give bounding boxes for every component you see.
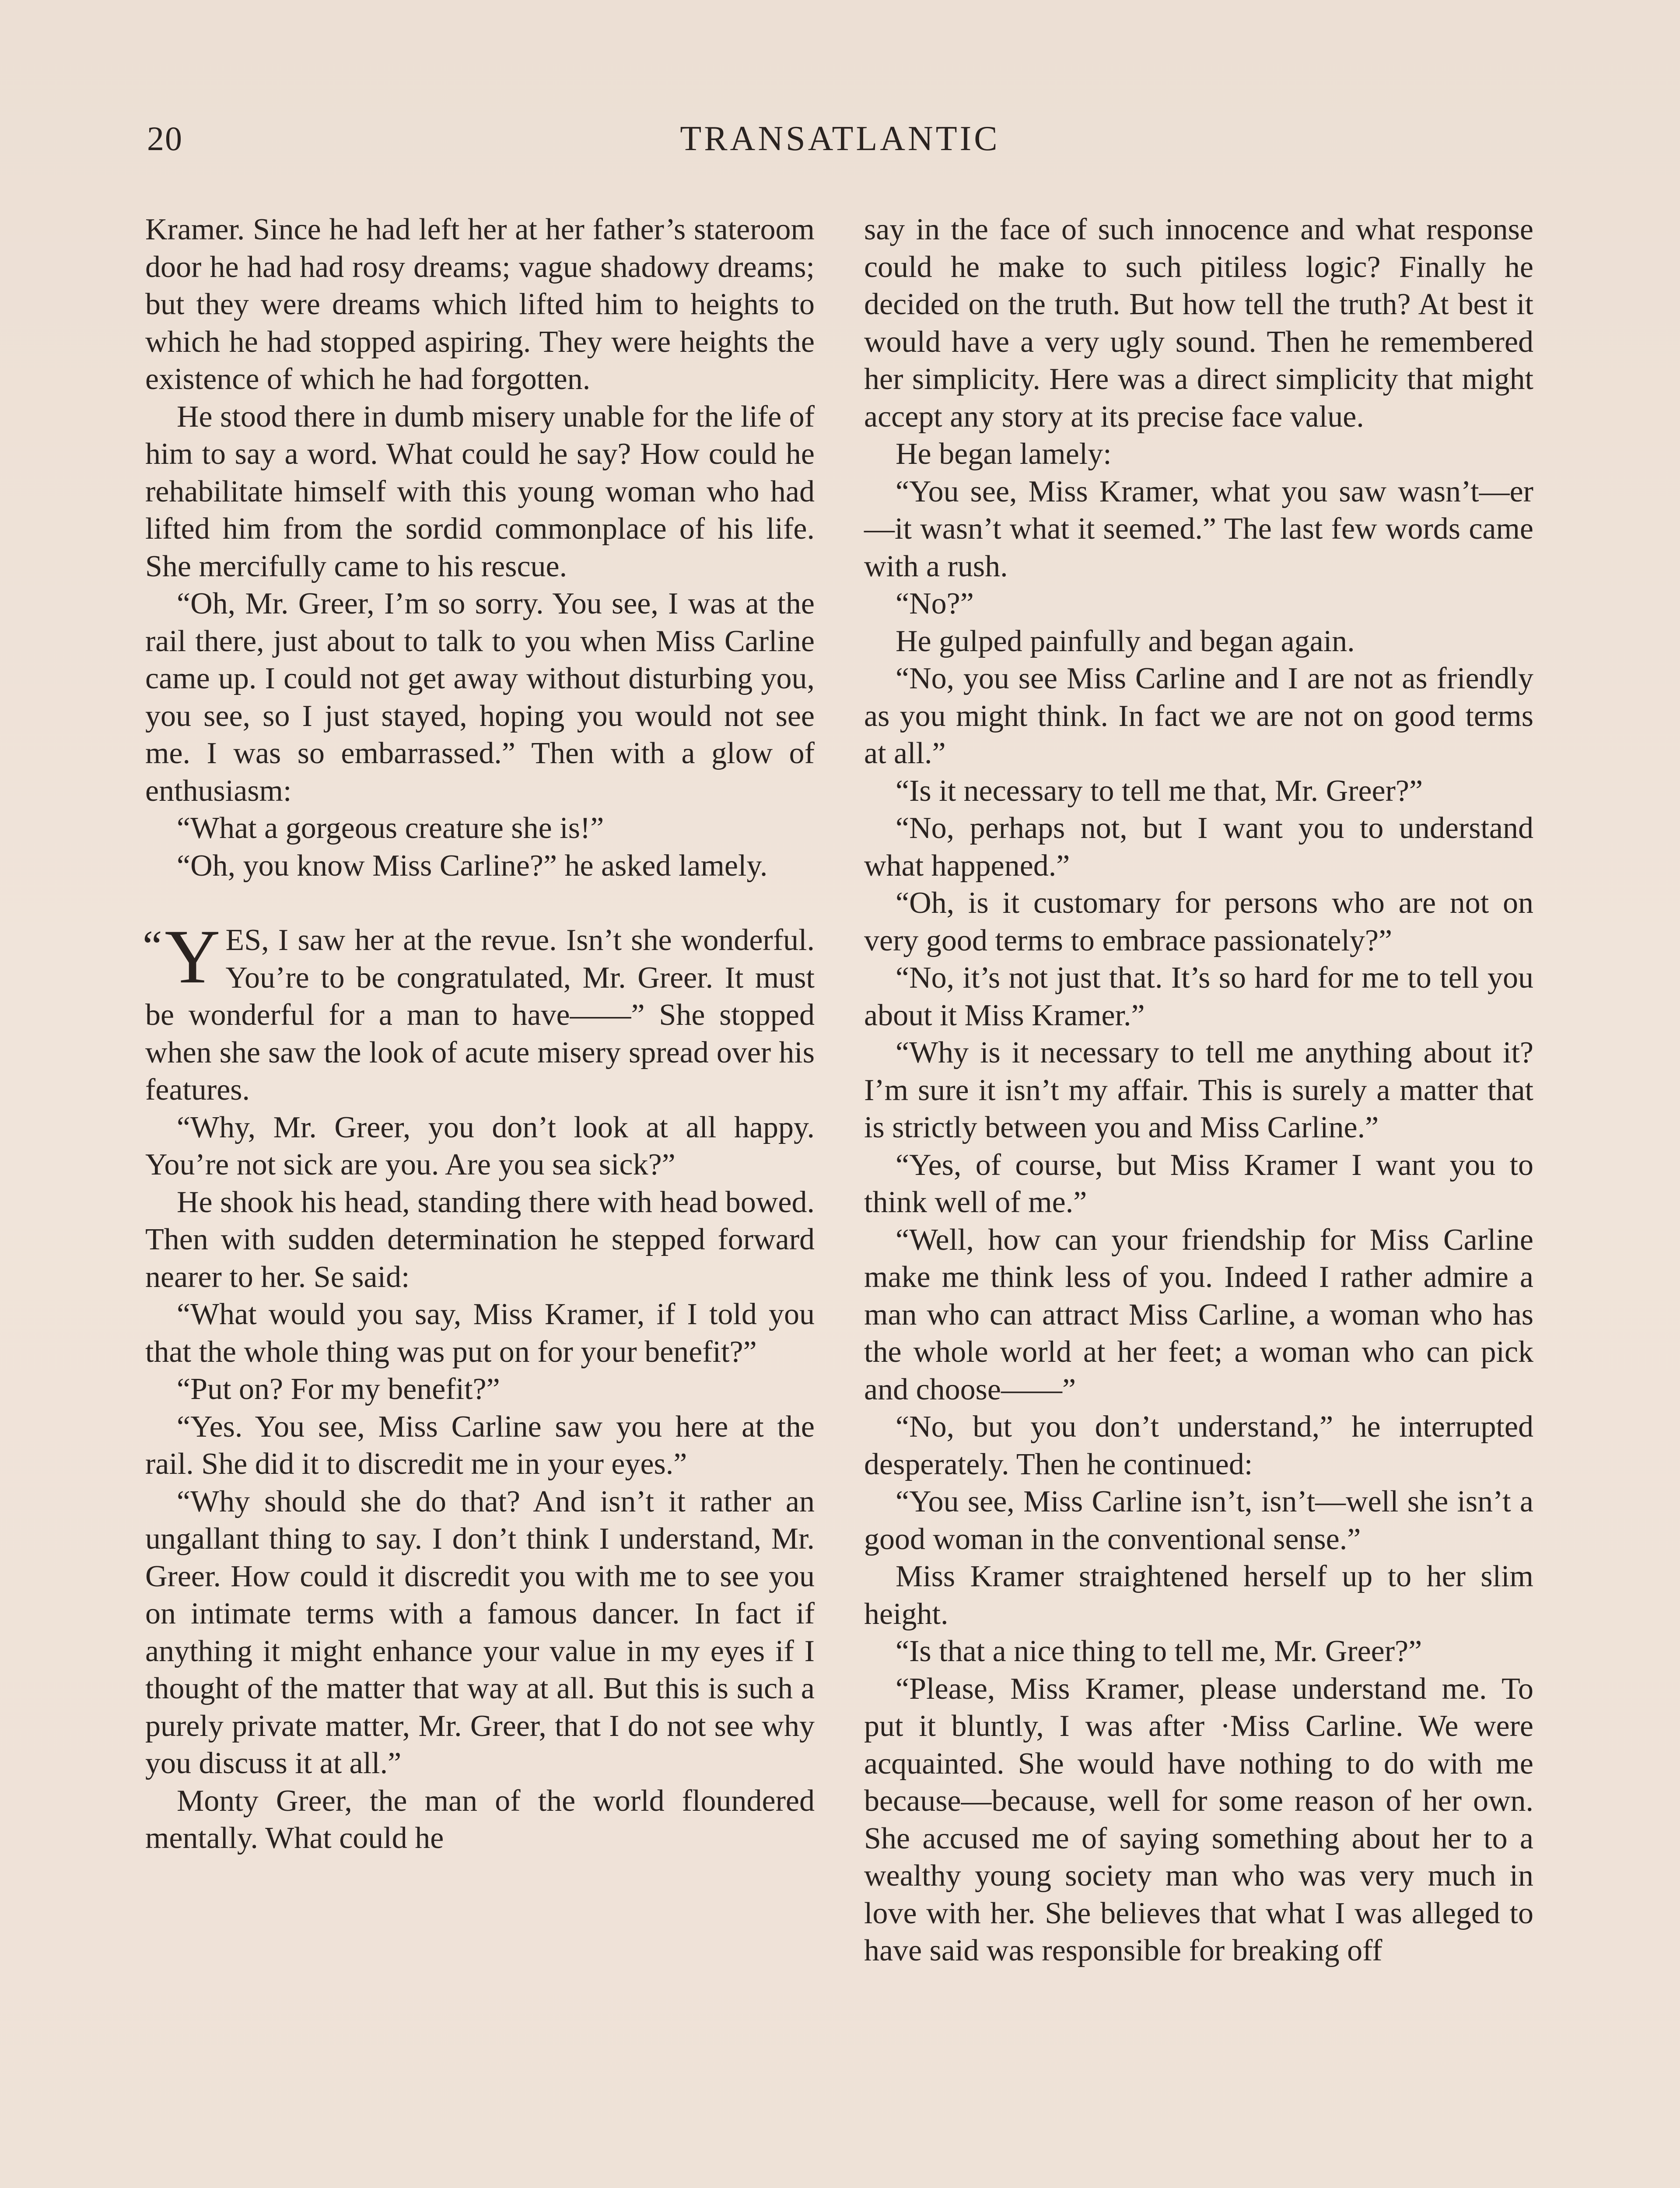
paragraph: “What would you say, Miss Kramer, if I told you that the whole thing was put on for your benefit?” (145, 1297, 815, 1369)
paragraph: “You see, Miss Carline isn’t, isn’t—well she isn’t a good woman in the conventional sense.” (864, 1485, 1533, 1556)
paragraph: “Why should she do that? And isn’t it rather an ungallant thing to say. I don’t think I understand, Mr. Greer. How could it discredit you with me to see you on intimate terms with a famous dancer. In fact if anything it might enhance your value in my eyes if I thought of the matter that way at all. But this is such a purely private matter, Mr. Greer, that I do not see why you discuss it at all.” (145, 1484, 815, 1780)
paragraph: “Please, Miss Kramer, please understand me. To put it bluntly, I was after ·Miss Carline. We were acquainted. She would have nothing to do with me because—because, well for some reason of her own. She accused me of saying something about her to a wealthy young society man who was very much in love with her. She believes that what I was alleged to have said was responsible for breaking off (864, 1672, 1533, 1967)
paragraph: “Is that a nice thing to tell me, Mr. Greer?” (896, 1634, 1422, 1668)
paragraph: “Oh, is it customary for persons who are not on very good terms to embrace passionately?” (864, 886, 1533, 957)
continued-paragraph: Kramer. Since he had left her at her father’s stateroom door he had had rosy dreams; vague shadowy dreams; but they were dreams which lifted him to heights to which he had stopped aspiring. They were heights the existence of which he had forgotten. (145, 213, 815, 396)
paragraph: “What a gorgeous creature she is!” (177, 811, 604, 845)
paragraph: Miss Kramer straightened herself up to her slim height. (864, 1560, 1533, 1631)
continued-paragraph: say in the face of such innocence and what response could he make to such pitiless logic? Finally he decided on the truth. But how tell the truth? At best it would have a very ugly sound. Then he remembered her simplicity. Here was a direct simplicity that might accept any story at its precise face value. (864, 213, 1533, 434)
left-text-column (145, 211, 815, 1857)
paragraph: “Well, how can your friendship for Miss Carline make me think less of you. Indeed I rather admire a man who can attract Miss Carline, a woman who has the whole world at her feet; a woman who can pick and choose——” (864, 1223, 1533, 1406)
drop-cap-quote: “ (143, 922, 163, 970)
paragraph: “Is it necessary to tell me that, Mr. Greer?” (896, 774, 1423, 808)
paragraph: “Oh, Mr. Greer, I’m so sorry. You see, I was at the rail there, just about to talk to you when Miss Carline came up. I could not get away without disturbing you, you see, so I just stayed, hoping you would not see me. I was so embarrassed.” Then with a glow of enthusiasm: (145, 587, 815, 808)
paragraph: “No, you see Miss Carline and I are not as friendly as you might think. In fact we are not on good terms at all.” (864, 662, 1533, 770)
page-header (147, 119, 1533, 167)
dropcap-paragraph (143, 914, 815, 1109)
paragraph: “No, but you don’t understand,” he interrupted desperately. Then he continued: (864, 1410, 1533, 1481)
paragraph: “Yes, of course, but Miss Kramer I want you to think well of me.” (864, 1148, 1533, 1219)
paragraph: “No, it’s not just that. It’s so hard for me to tell you about it Miss Kramer.” (864, 961, 1533, 1032)
drop-cap-letter: Y (164, 914, 221, 999)
paragraph: He began lamely: (896, 437, 1112, 471)
right-text-column (864, 211, 1533, 1970)
paragraph: “Oh, you know Miss Carline?” he asked lamely. (177, 849, 768, 883)
paragraph: “No, perhaps not, but I want you to understand what happened.” (864, 811, 1533, 883)
paragraph: “Yes. You see, Miss Carline saw you here at the rail. She did it to discredit me in your eyes.” (145, 1410, 815, 1481)
running-head: TRANSATLANTIC (680, 119, 1000, 158)
paragraph: “You see, Miss Kramer, what you saw wasn’t—er—it wasn’t what it seemed.” The last few words came with a rush. (864, 474, 1533, 583)
paragraph-text: ES, I saw her at the revue. Isn’t she wonderful. You’re to be congratulated, Mr. Greer. It must be wonderful for a man to have——” She stopped when she saw the look of acute misery spread over his features. (145, 923, 815, 1107)
paragraph: “Why is it necessary to tell me anything about it? I’m sure it isn’t my affair. This is surely a matter that is strictly between you and Miss Carline.” (864, 1036, 1533, 1144)
paragraph: He gulped painfully and began again. (896, 624, 1355, 658)
page-number: 20 (147, 119, 183, 158)
paragraph: Monty Greer, the man of the world floundered mentally. What could he (145, 1784, 815, 1855)
drop-cap (143, 914, 221, 999)
paragraph: He stood there in dumb misery unable for the life of him to say a word. What could he say? How could he rehabilitate himself with this young woman who had lifted him from the sordid commonplace of his life. She mercifully came to his rescue. (145, 400, 815, 583)
paragraph: “Why, Mr. Greer, you don’t look at all happy. You’re not sick are you. Are you sea sick?” (145, 1110, 815, 1182)
paragraph: “Put on? For my benefit?” (177, 1372, 500, 1406)
paragraph: “No?” (896, 587, 974, 621)
paragraph: He shook his head, standing there with head bowed. Then with sudden determination he stepped forward nearer to her. Se said: (145, 1185, 815, 1294)
